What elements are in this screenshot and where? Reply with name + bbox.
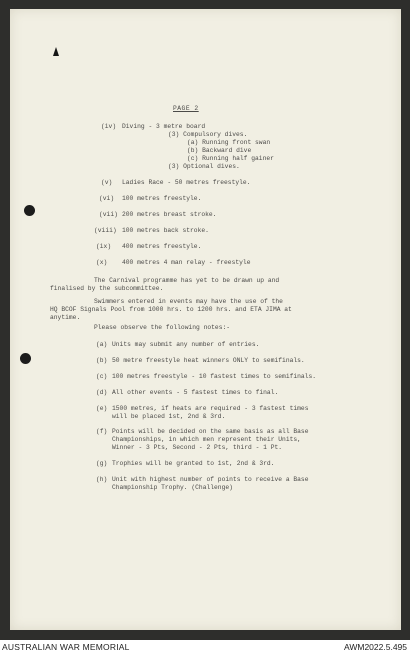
dive-item: (a) Running front swan	[187, 139, 271, 146]
note-letter: (g)	[96, 460, 108, 467]
note-text: Championship Trophy. (Challenge)	[112, 484, 233, 491]
event-text: 400 metres freestyle.	[122, 243, 202, 250]
note-text: Units may submit any number of entries.	[112, 341, 260, 348]
event-text: 100 metres back stroke.	[122, 227, 209, 234]
paragraph-line: HQ BCOF Signals Pool from 1000 hrs. to 1200 hrs. and ETA JIMA at	[50, 306, 292, 313]
note-letter: (h)	[96, 476, 108, 483]
event-text: 200 metres breast stroke.	[122, 211, 217, 218]
compulsory-dives: (3) Compulsory dives.	[168, 131, 248, 138]
note-letter: (d)	[96, 389, 108, 396]
note-text: All other events - 5 fastest times to final.	[112, 389, 279, 396]
event-number: (ix)	[96, 243, 112, 250]
note-letter: (b)	[96, 357, 108, 364]
paragraph-line: anytime.	[50, 314, 81, 321]
optional-dives: (3) Optional dives.	[168, 163, 240, 170]
event-number: (v)	[101, 179, 113, 186]
note-letter: (e)	[96, 405, 108, 412]
diving-title: Diving - 3 metre board	[122, 123, 206, 130]
note-letter: (f)	[96, 428, 108, 435]
event-number: (vi)	[99, 195, 115, 202]
corner-mark	[53, 47, 59, 56]
event-number: (vii)	[99, 211, 118, 218]
event-text: 100 metres freestyle.	[122, 195, 202, 202]
punch-hole-bottom	[20, 353, 31, 364]
page-number: PAGE 2	[173, 105, 199, 112]
paragraph-line: Swimmers entered in events may have the use of the	[94, 298, 283, 305]
institution-name: AUSTRALIAN WAR MEMORIAL	[2, 642, 130, 652]
note-text: Unit with highest number of points to receive a Base	[112, 476, 309, 483]
note-text: 1500 metres, if heats are required - 3 fastest times	[112, 405, 309, 412]
note-letter: (a)	[96, 341, 108, 348]
note-text: will be placed 1st, 2nd & 3rd.	[112, 413, 226, 420]
note-text: Trophies will be granted to 1st, 2nd & 3rd.	[112, 460, 275, 467]
note-text: 50 metre freestyle heat winners ONLY to semifinals.	[112, 357, 305, 364]
dive-item: (b) Backward dive	[187, 147, 252, 154]
footer-bar	[0, 640, 410, 653]
note-text: Points will be decided on the same basis as all Base	[112, 428, 309, 435]
note-text: Championships, in which men represent their Units,	[112, 436, 301, 443]
note-letter: (c)	[96, 373, 108, 380]
notes-intro: Please observe the following notes:-	[94, 324, 231, 331]
event-number: (iv)	[101, 123, 117, 130]
event-text: Ladies Race - 50 metres freestyle.	[122, 179, 251, 186]
event-text: 400 metres 4 man relay - freestyle	[122, 259, 251, 266]
document-page	[10, 9, 401, 630]
paragraph-line: The Carnival programme has yet to be drawn up and	[94, 277, 280, 284]
punch-hole-top	[24, 205, 35, 216]
dive-item: (c) Running half gainer	[187, 155, 274, 162]
event-number: (viii)	[94, 227, 117, 234]
note-text: 100 metres freestyle - 10 fastest times to semifinals.	[112, 373, 317, 380]
reference-number: AWM2022.5.495	[344, 642, 407, 652]
event-number: (x)	[96, 259, 108, 266]
note-text: Winner - 3 Pts, Second - 2 Pts, third - 1 Pt.	[112, 444, 283, 451]
paragraph-line: finalised by the subcommittee.	[50, 285, 164, 292]
